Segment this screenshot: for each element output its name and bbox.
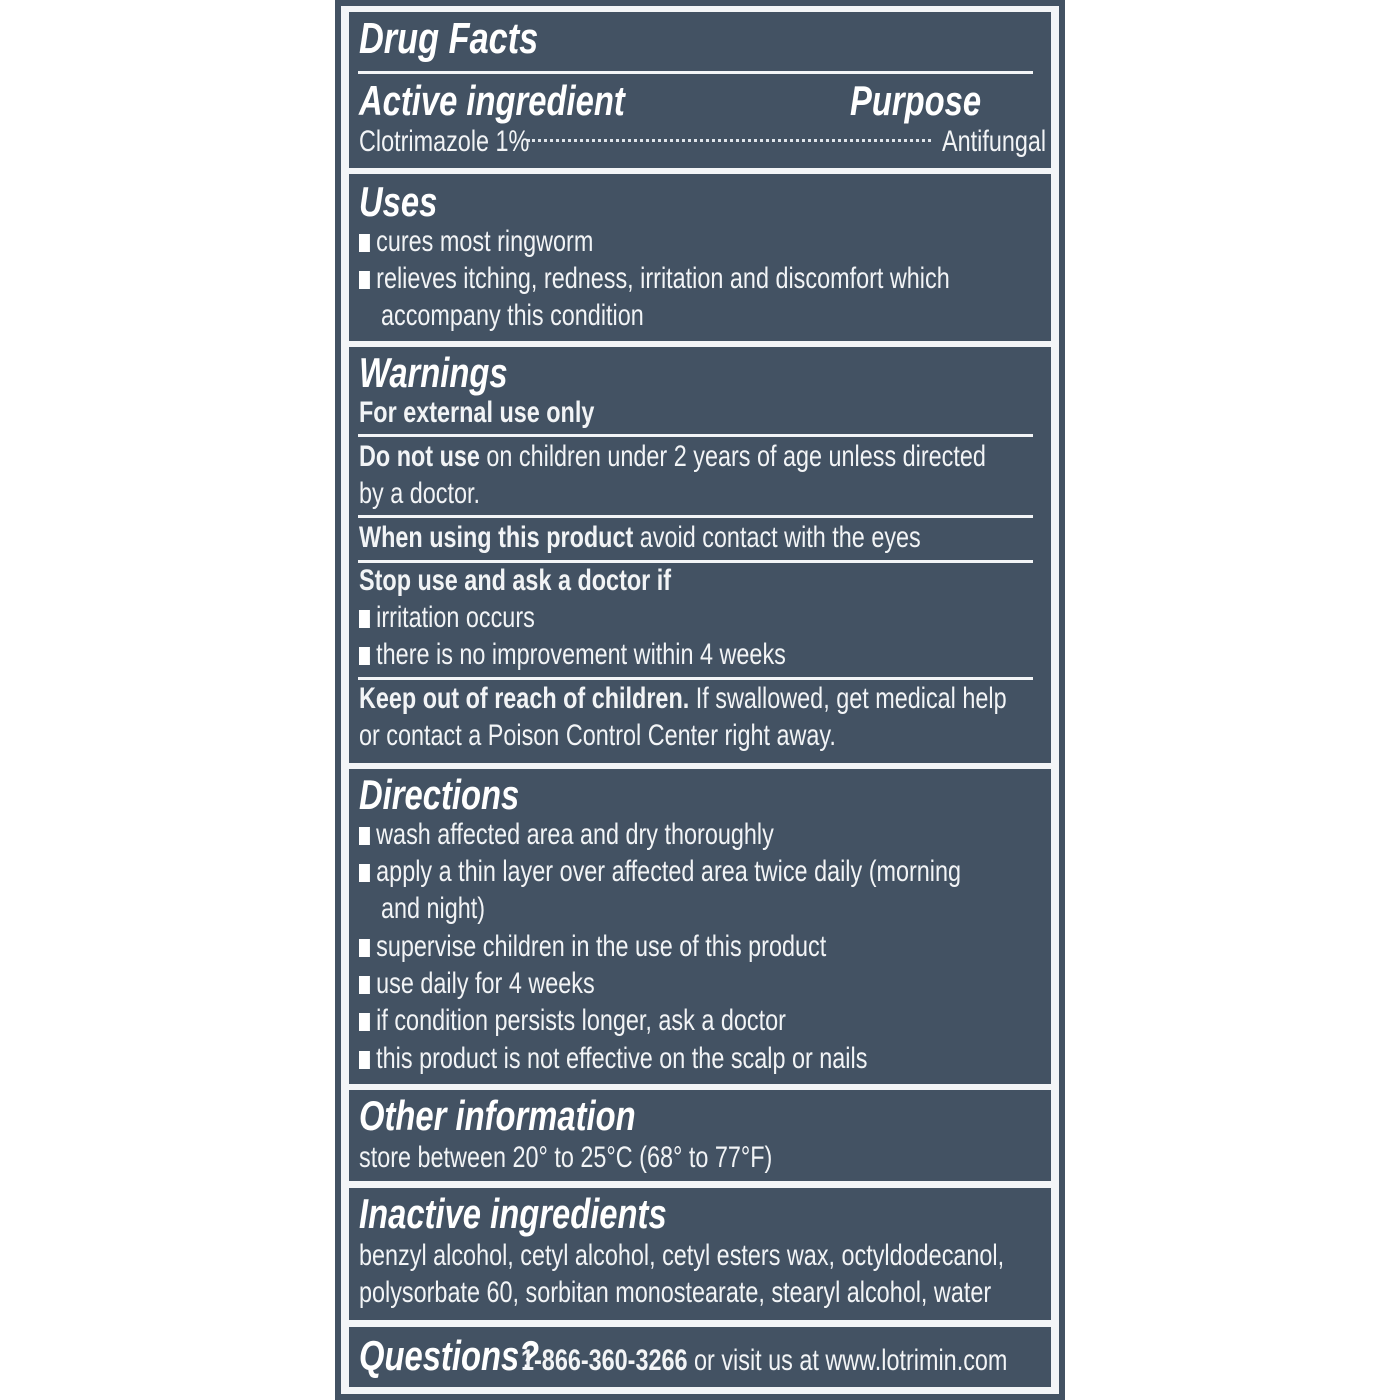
- bullet-icon: [359, 234, 370, 252]
- directions-panel: [349, 769, 1051, 1084]
- uses-heading: Uses: [359, 178, 438, 225]
- active-ingredient-panel: [349, 12, 1051, 168]
- active-ingredient-name: Clotrimazole 1%: [359, 125, 530, 158]
- list-item: cures most ringworm: [359, 224, 593, 260]
- keep-out-text: Keep out of reach of children. If swallowed, get medical help: [359, 682, 1007, 715]
- bullet-icon: [359, 827, 370, 845]
- stop-use-heading: Stop use and ask a doctor if: [359, 564, 672, 597]
- divider: [358, 515, 1033, 518]
- active-ingredient-heading: Active ingredient: [359, 77, 625, 124]
- uses-panel: [349, 174, 1051, 341]
- bullet-icon: [359, 647, 370, 665]
- bullet-icon: [359, 1013, 370, 1031]
- directions-heading: Directions: [359, 771, 520, 818]
- divider: [358, 677, 1033, 680]
- list-item: wash affected area and dry thoroughly: [359, 817, 774, 853]
- leader-dots: [527, 139, 931, 142]
- phone-number: 1-866-360-3266: [521, 1344, 688, 1377]
- divider: [358, 434, 1033, 437]
- bullet-icon: [359, 939, 370, 957]
- inactive-ingredients-line: benzyl alcohol, cetyl alcohol, cetyl esters wax, octyldodecanol,: [359, 1239, 1005, 1272]
- list-item-continued: accompany this condition: [381, 299, 644, 332]
- list-item: apply a thin layer over affected area twice daily (morning: [359, 854, 961, 890]
- list-item: supervise children in the use of this product: [359, 929, 826, 965]
- storage-text: store between 20° to 25°C (68° to 77°F): [359, 1141, 773, 1174]
- list-item-continued: and night): [381, 892, 486, 925]
- do-not-use-text-continued: by a doctor.: [359, 477, 480, 510]
- list-item: there is no improvement within 4 weeks: [359, 637, 786, 673]
- purpose-value: Antifungal: [942, 125, 1047, 158]
- external-use-text: For external use only: [359, 396, 595, 429]
- when-using-text: When using this product avoid contact with the eyes: [359, 521, 921, 554]
- questions-heading: Questions?: [359, 1332, 540, 1379]
- questions-panel: [349, 1327, 1051, 1387]
- do-not-use-text: Do not use on children under 2 years of age unless directed: [359, 440, 986, 473]
- divider: [358, 71, 1033, 74]
- list-item: relieves itching, redness, irritation and discomfort which: [359, 261, 950, 297]
- bullet-icon: [359, 271, 370, 289]
- warnings-panel: [349, 347, 1051, 763]
- list-item: this product is not effective on the scalp or nails: [359, 1041, 867, 1077]
- list-item: if condition persists longer, ask a doctor: [359, 1003, 786, 1039]
- bullet-icon: [359, 976, 370, 994]
- bullet-icon: [359, 1051, 370, 1069]
- drug-facts-title: Drug Facts: [359, 14, 539, 63]
- purpose-heading: Purpose: [849, 77, 981, 124]
- warnings-heading: Warnings: [359, 349, 508, 396]
- list-item: use daily for 4 weeks: [359, 966, 595, 1002]
- bullet-icon: [359, 864, 370, 882]
- contact-text: 1-866-360-3266 or visit us at www.lotrimin.com: [521, 1344, 1008, 1377]
- other-information-heading: Other information: [359, 1092, 636, 1139]
- inactive-ingredients-panel: [349, 1188, 1051, 1320]
- keep-out-text-continued: or contact a Poison Control Center right away.: [359, 719, 836, 752]
- inactive-ingredients-line: polysorbate 60, sorbitan monostearate, stearyl alcohol, water: [359, 1276, 992, 1309]
- inactive-ingredients-heading: Inactive ingredients: [359, 1190, 667, 1237]
- other-information-panel: [349, 1090, 1051, 1181]
- list-item: irritation occurs: [359, 600, 535, 636]
- bullet-icon: [359, 610, 370, 628]
